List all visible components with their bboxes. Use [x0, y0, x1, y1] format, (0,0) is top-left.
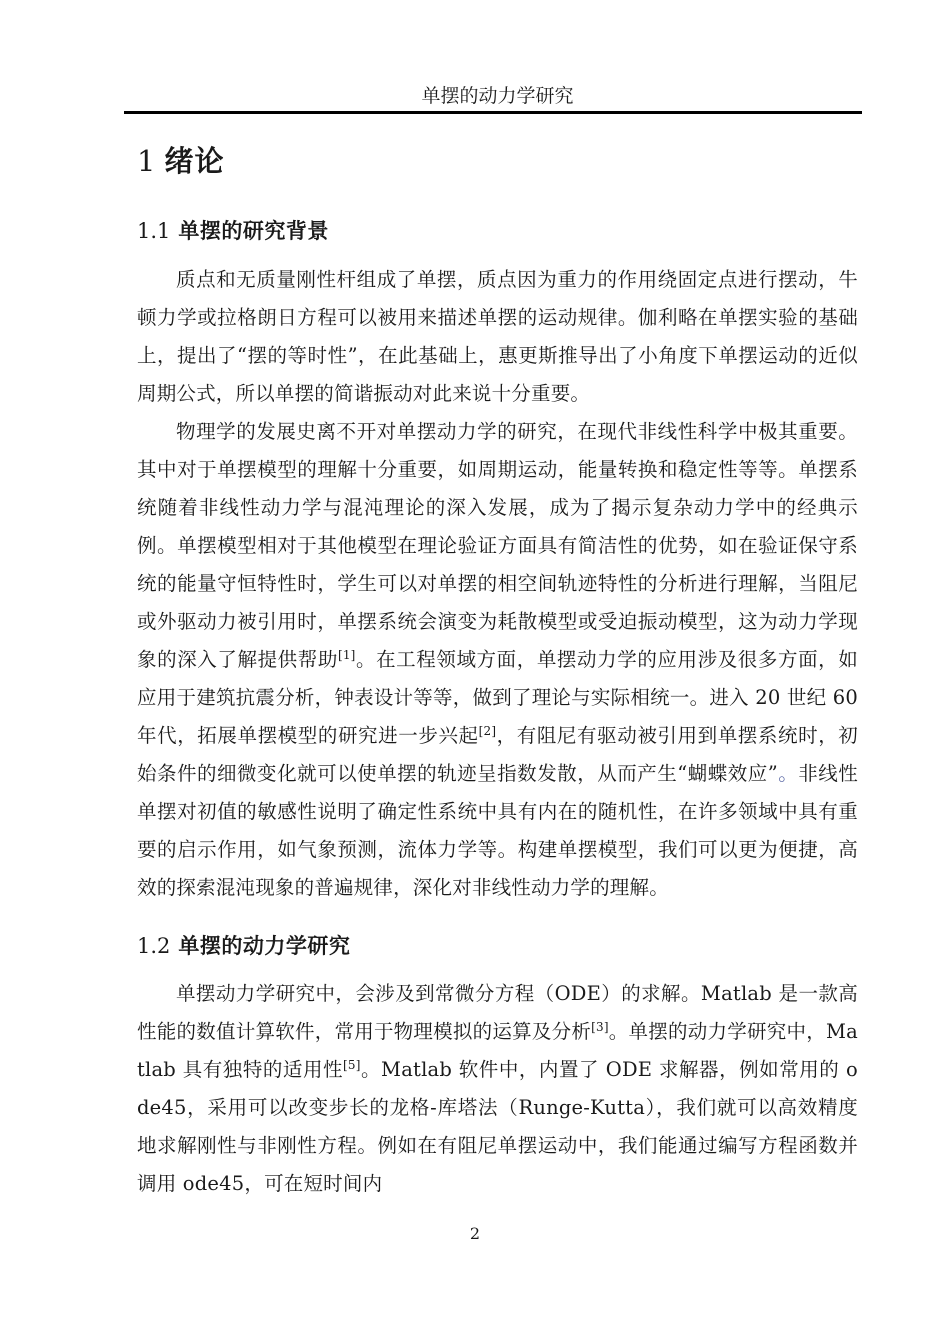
blue-period-mark: 。 [777, 762, 799, 785]
citation-superscript: [5] [343, 1058, 361, 1072]
section-heading-1-2 [137, 933, 858, 959]
running-header-title: 单摆的动力学研究 [421, 85, 574, 107]
page-number: 2 [469, 1224, 481, 1243]
text-run: 质点和无质量刚性杆组成了单摆，质点因为重力的作用绕固定点进行摆动，牛顿力学或拉格朗日方程可以被用来描述单摆的运动规律。伽利略在单摆实验的基础上，提出了“摆的等时性”，在此基础上，惠更斯推导出了小角度下单摆运动的近似周期公式，所以单摆的简谐振动对此来说十分重要。 [137, 268, 858, 405]
citation-superscript: [1] [337, 648, 356, 662]
header-rule [124, 111, 862, 114]
paragraph-background-2 [137, 413, 858, 907]
section-heading-1-1 [137, 218, 858, 244]
section-1-1-number: 1.1 [137, 219, 171, 243]
text-run: 单摆动力学研究中，会涉及到常微分方程（ODE）的求解。Matlab 是一款高性能的数值计算软件，常用于物理模拟的运算及分析 [137, 982, 858, 1043]
paragraph-dynamics-1 [137, 975, 858, 1203]
text-run: 。Matlab 软件中，内置了 ODE 求解器，例如常用的 ode45，采用可以改变步长的龙格-库塔法（Runge-Kutta），我们就可以高效精度地求解刚性与非刚性方程。例如在有阻尼单摆运动中，我们能通过编写方程函数并调用 ode45，可在短时间内 [137, 1058, 858, 1195]
running-header [137, 84, 858, 108]
paragraph-background-1 [137, 261, 858, 413]
chapter-number: 1 [137, 144, 156, 178]
text-run: 。单摆的动力学研究中，Matlab 具有独特的适用性 [137, 1020, 858, 1081]
section-1-1-title: 单摆的研究背景 [178, 219, 329, 243]
text-run: 。在工程领域方面，单摆动力学的应用涉及很多方面，如应用于建筑抗震分析，钟表设计等等，做到了理论与实际相统一。进入 20 世纪 60 年代，拓展单摆模型的研究进一步兴起 [137, 648, 858, 747]
citation-superscript: [3] [591, 1020, 609, 1034]
text-run: 物理学的发展史离不开对单摆动力学的研究，在现代非线性科学中极其重要。其中对于单摆模型的理解十分重要，如周期运动，能量转换和稳定性等等。单摆系统随着非线性动力学与混沌理论的深入发展，成为了揭示复杂动力学中的经典示例。单摆模型相对于其他模型在理论验证方面具有简洁性的优势，如在验证保守系统的能量守恒特性时，学生可以对单摆的相空间轨迹特性的分析进行理解，当阻尼或外驱动力被引用时，单摆系统会演变为耗散模型或受迫振动模型，这为动力学现象的深入了解提供帮助 [137, 420, 858, 671]
text-run: 非线性单摆对初值的敏感性说明了确定性系统中具有内在的随机性，在许多领域中具有重要的启示作用，如气象预测，流体力学等。构建单摆模型，我们可以更为便捷，高效的探索混沌现象的普遍规律，深化对非线性动力学的理解。 [137, 762, 859, 899]
citation-superscript: [2] [478, 724, 497, 738]
section-1-2-title: 单摆的动力学研究 [178, 934, 351, 958]
content-area [137, 0, 858, 1203]
text-run: ，有阻尼有驱动被引用到单摆系统时，初始条件的细微变化就可以使单摆的轨迹呈指数发散，从而产生“蝴蝶效应” [137, 724, 858, 785]
chapter-heading [137, 144, 858, 178]
section-1-2-number: 1.2 [137, 934, 171, 958]
chapter-title: 绪论 [164, 144, 225, 178]
